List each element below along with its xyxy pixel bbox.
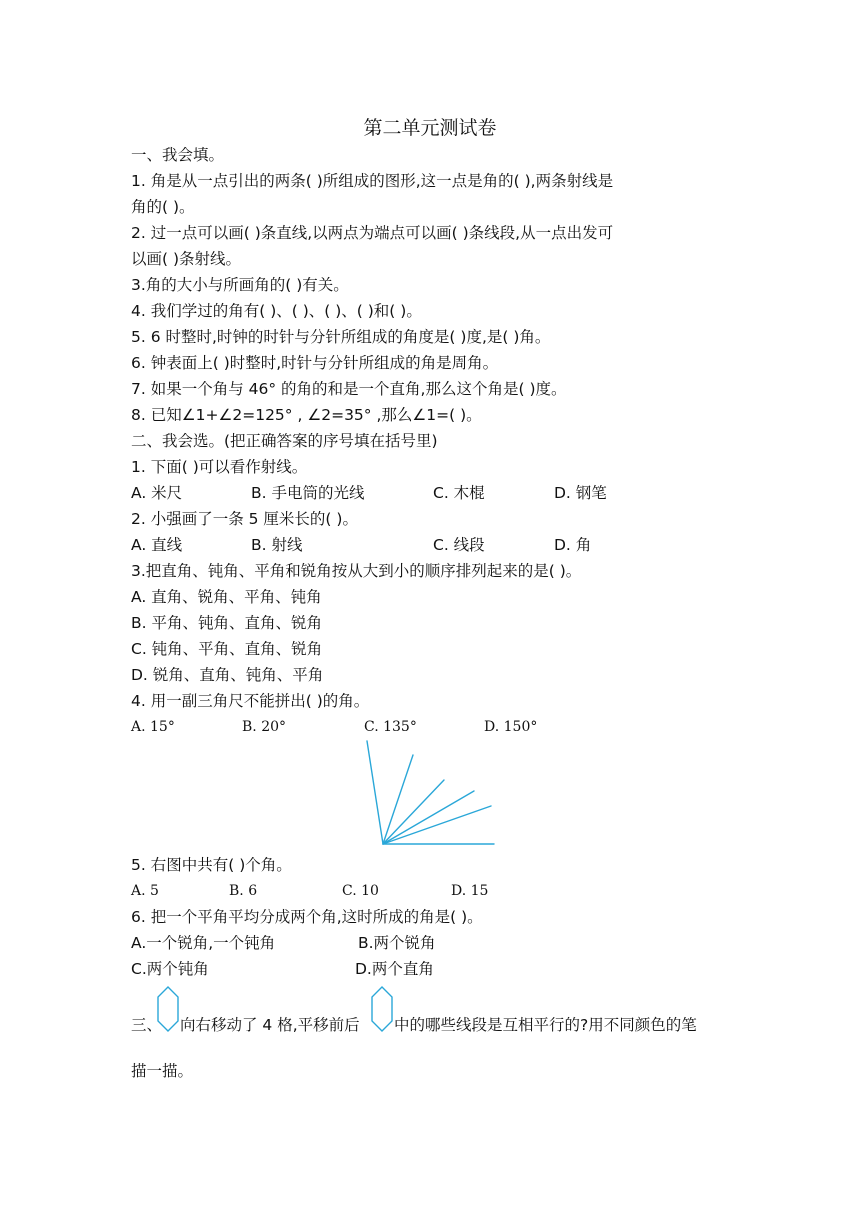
ray-5 bbox=[383, 806, 491, 844]
q2-option-d: D. 角 bbox=[554, 536, 592, 554]
q5-option-b: B. 6 bbox=[229, 883, 258, 899]
section-1-heading: 一、我会填。 bbox=[131, 146, 225, 164]
hexagon-icon bbox=[371, 986, 393, 1032]
ray-3 bbox=[383, 780, 444, 844]
q3-option-d: D. 锐角、直角、钝角、平角 bbox=[131, 666, 324, 684]
q6-option-d: D.两个直角 bbox=[355, 960, 434, 978]
section-3-suffix: 中的哪些线段是互相平行的?用不同颜色的笔 bbox=[394, 1016, 697, 1034]
q5-option-a: A. 5 bbox=[131, 883, 159, 899]
question-3: 3.把直角、钝角、平角和锐角按从大到小的顺序排列起来的是( )。 bbox=[131, 562, 582, 580]
fill-line-2: 角的( )。 bbox=[131, 198, 195, 216]
fill-line-3: 2. 过一点可以画( )条直线,以两点为端点可以画( )条线段,从一点出发可 bbox=[131, 224, 614, 242]
q1-option-b: B. 手电筒的光线 bbox=[251, 484, 365, 502]
question-6: 6. 把一个平角平均分成两个角,这时所成的角是( )。 bbox=[131, 908, 483, 926]
q1-option-a: A. 米尺 bbox=[131, 484, 183, 502]
fill-line-10: 8. 已知∠1+∠2=125° , ∠2=35° ,那么∠1=( )。 bbox=[131, 406, 482, 424]
fill-line-7: 5. 6 时整时,时钟的时针与分针所组成的角度是( )度,是( )角。 bbox=[131, 328, 551, 346]
q5-option-d: D. 15 bbox=[451, 883, 489, 899]
question-4: 4. 用一副三角尺不能拼出( )的角。 bbox=[131, 692, 370, 710]
q5-option-c: C. 10 bbox=[342, 883, 379, 899]
q4-option-d: D. 150° bbox=[484, 719, 538, 735]
page-title: 第二单元测试卷 bbox=[363, 117, 497, 139]
q6-option-c: C.两个钝角 bbox=[131, 960, 209, 978]
rays-angle-figure bbox=[360, 738, 500, 848]
fill-line-5: 3.角的大小与所画角的( )有关。 bbox=[131, 276, 349, 294]
q6-option-a: A.一个锐角,一个钝角 bbox=[131, 934, 276, 952]
question-1: 1. 下面( )可以看作射线。 bbox=[131, 458, 308, 476]
q3-option-b: B. 平角、钝角、直角、锐角 bbox=[131, 614, 322, 632]
section-3-prefix: 三、 bbox=[131, 1016, 163, 1034]
section-3-line-2: 描一描。 bbox=[131, 1062, 194, 1080]
question-5: 5. 右图中共有( )个角。 bbox=[131, 856, 292, 874]
fill-line-4: 以画( )条射线。 bbox=[131, 250, 242, 268]
q3-option-c: C. 钝角、平角、直角、锐角 bbox=[131, 640, 323, 658]
fill-line-9: 7. 如果一个角与 46° 的角的和是一个直角,那么这个角是( )度。 bbox=[131, 380, 567, 398]
section-3-middle: 向右移动了 4 格,平移前后 bbox=[180, 1016, 360, 1034]
q1-option-c: C. 木棍 bbox=[433, 484, 485, 502]
fill-line-1: 1. 角是从一点引出的两条( )所组成的图形,这一点是角的( ),两条射线是 bbox=[131, 172, 614, 190]
q4-option-c: C. 135° bbox=[364, 719, 417, 735]
ray-1 bbox=[367, 741, 383, 844]
q4-option-a: A. 15° bbox=[131, 719, 175, 735]
q2-option-a: A. 直线 bbox=[131, 536, 183, 554]
fill-line-6: 4. 我们学过的角有( )、( )、( )、( )和( )。 bbox=[131, 302, 422, 320]
section-2-heading: 二、我会选。(把正确答案的序号填在括号里) bbox=[131, 432, 438, 450]
q3-option-a: A. 直角、锐角、平角、钝角 bbox=[131, 588, 322, 606]
hexagon-icon bbox=[157, 986, 179, 1032]
fill-line-8: 6. 钟表面上( )时整时,时针与分针所组成的角是周角。 bbox=[131, 354, 499, 372]
q1-option-d: D. 钢笔 bbox=[554, 484, 607, 502]
q2-option-c: C. 线段 bbox=[433, 536, 485, 554]
ray-2 bbox=[383, 755, 413, 844]
q4-option-b: B. 20° bbox=[242, 719, 287, 735]
q2-option-b: B. 射线 bbox=[251, 536, 303, 554]
q6-option-b: B.两个锐角 bbox=[358, 934, 436, 952]
question-2: 2. 小强画了一条 5 厘米长的( )。 bbox=[131, 510, 358, 528]
